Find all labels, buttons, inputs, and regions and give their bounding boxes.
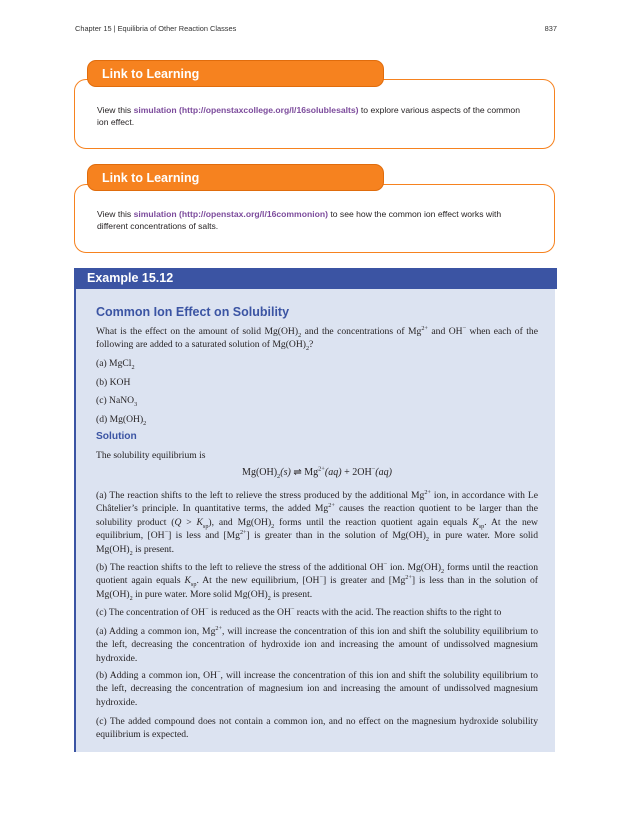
link-box-text: View this simulation (http://openstaxcollege.org/l/16solublesalts) to explore various aspects of the common ion effect.	[97, 105, 520, 128]
answer-paragraph: (c) The added compound does not contain a common ion, and no effect on the magnesium hydroxide solubility equilibrium is expected.	[96, 716, 538, 741]
example-label: Example 15.12	[74, 268, 557, 289]
link-box-text: View this simulation (http://openstax.org/l/16commonion) to see how the common ion effect works with different concentrations of salts.	[97, 209, 502, 232]
link-to-learning-box-2	[74, 164, 555, 253]
list-item: (d) $Mg(OH)_2$	[96, 414, 147, 427]
answer-paragraph: (b) The reaction shifts to the left to relieve the stress of the additional OH− ion. $Mg(OH)_2$ forms until the reaction quotient again equals $K_{sp}$. At the new equilibrium, [OH−] is greater and $[Mg^{2+}]$ is less than in the solution of $Mg(OH)_2$ in pure water. More solid $Mg(OH)_2$ is present.	[96, 560, 539, 602]
running-header	[75, 24, 557, 36]
answer-paragraph: (a) Adding a common ion, $Mg^{2+}$, will increase the concentration of this ion and shift the solubility equilibrium to the left, decreasing the concentration of hydroxide ion and increasing the amount of undissolved magnesium hydroxide.	[96, 624, 538, 664]
list-item: (c) NaNO$_3$	[96, 395, 138, 408]
answer-paragraph: (c) The concentration of OH− is reduced as the OH− reacts with the acid. The reaction shifts to the right to	[96, 605, 502, 618]
simulation-link[interactable]: simulation (http://openstax.org/l/16commonion)	[133, 209, 328, 219]
chapter-title: Chapter 15 | Equilibria of Other Reaction Classes	[75, 24, 237, 33]
page-number: 837	[544, 24, 557, 33]
list-item: (a) MgCl$_2$	[96, 358, 135, 371]
answer-paragraph: (b) Adding a common ion, OH−, will increase the concentration of this ion and shift the solubility equilibrium to the left, decreasing the concentration of magnesium ion and increasing the amount of undissolved magnesium hydroxide.	[96, 668, 538, 708]
question-text: What is the effect on the amount of solid $Mg(OH)_2$ and the concentrations of $Mg^{2+}$ and OH− when each of the following are added to a saturated solution of $Mg(OH)_2$?	[96, 324, 538, 353]
link-to-learning-tab: Link to Learning	[87, 164, 384, 191]
example-panel	[74, 268, 555, 752]
simulation-link[interactable]: simulation (http://openstaxcollege.org/l/16solublesalts)	[133, 105, 359, 115]
solution-heading: Solution	[96, 431, 137, 442]
list-item: (b) KOH	[96, 377, 131, 388]
equilibrium-equation: $Mg(OH)_2(s)$ ⇌ $Mg^{2+}(aq) + 2OH^-(aq)$	[242, 465, 392, 480]
link-to-learning-box-1	[74, 60, 555, 149]
solution-intro: The solubility equilibrium is	[96, 450, 206, 461]
answer-paragraph: (a) The reaction shifts to the left to relieve the stress produced by the additional $Mg^{2+}$ ion, in accordance with Le Châtelier’s principle. In quantitative terms, the added $Mg^{2+}$ causes the reaction quotient to be larger than the solubility product $(Q > K_{sp})$, and $Mg(OH)_2$ forms until the reaction quotient again equals $K_{sp}$. At the new equilibrium, [OH−] is less and $[Mg^{2+}]$ is greater than in the solution of $Mg(OH)_2$ in pure water. More solid $Mg(OH)_2$ is present.	[96, 488, 538, 557]
link-to-learning-tab: Link to Learning	[87, 60, 384, 87]
example-title: Common Ion Effect on Solubility	[96, 305, 290, 319]
